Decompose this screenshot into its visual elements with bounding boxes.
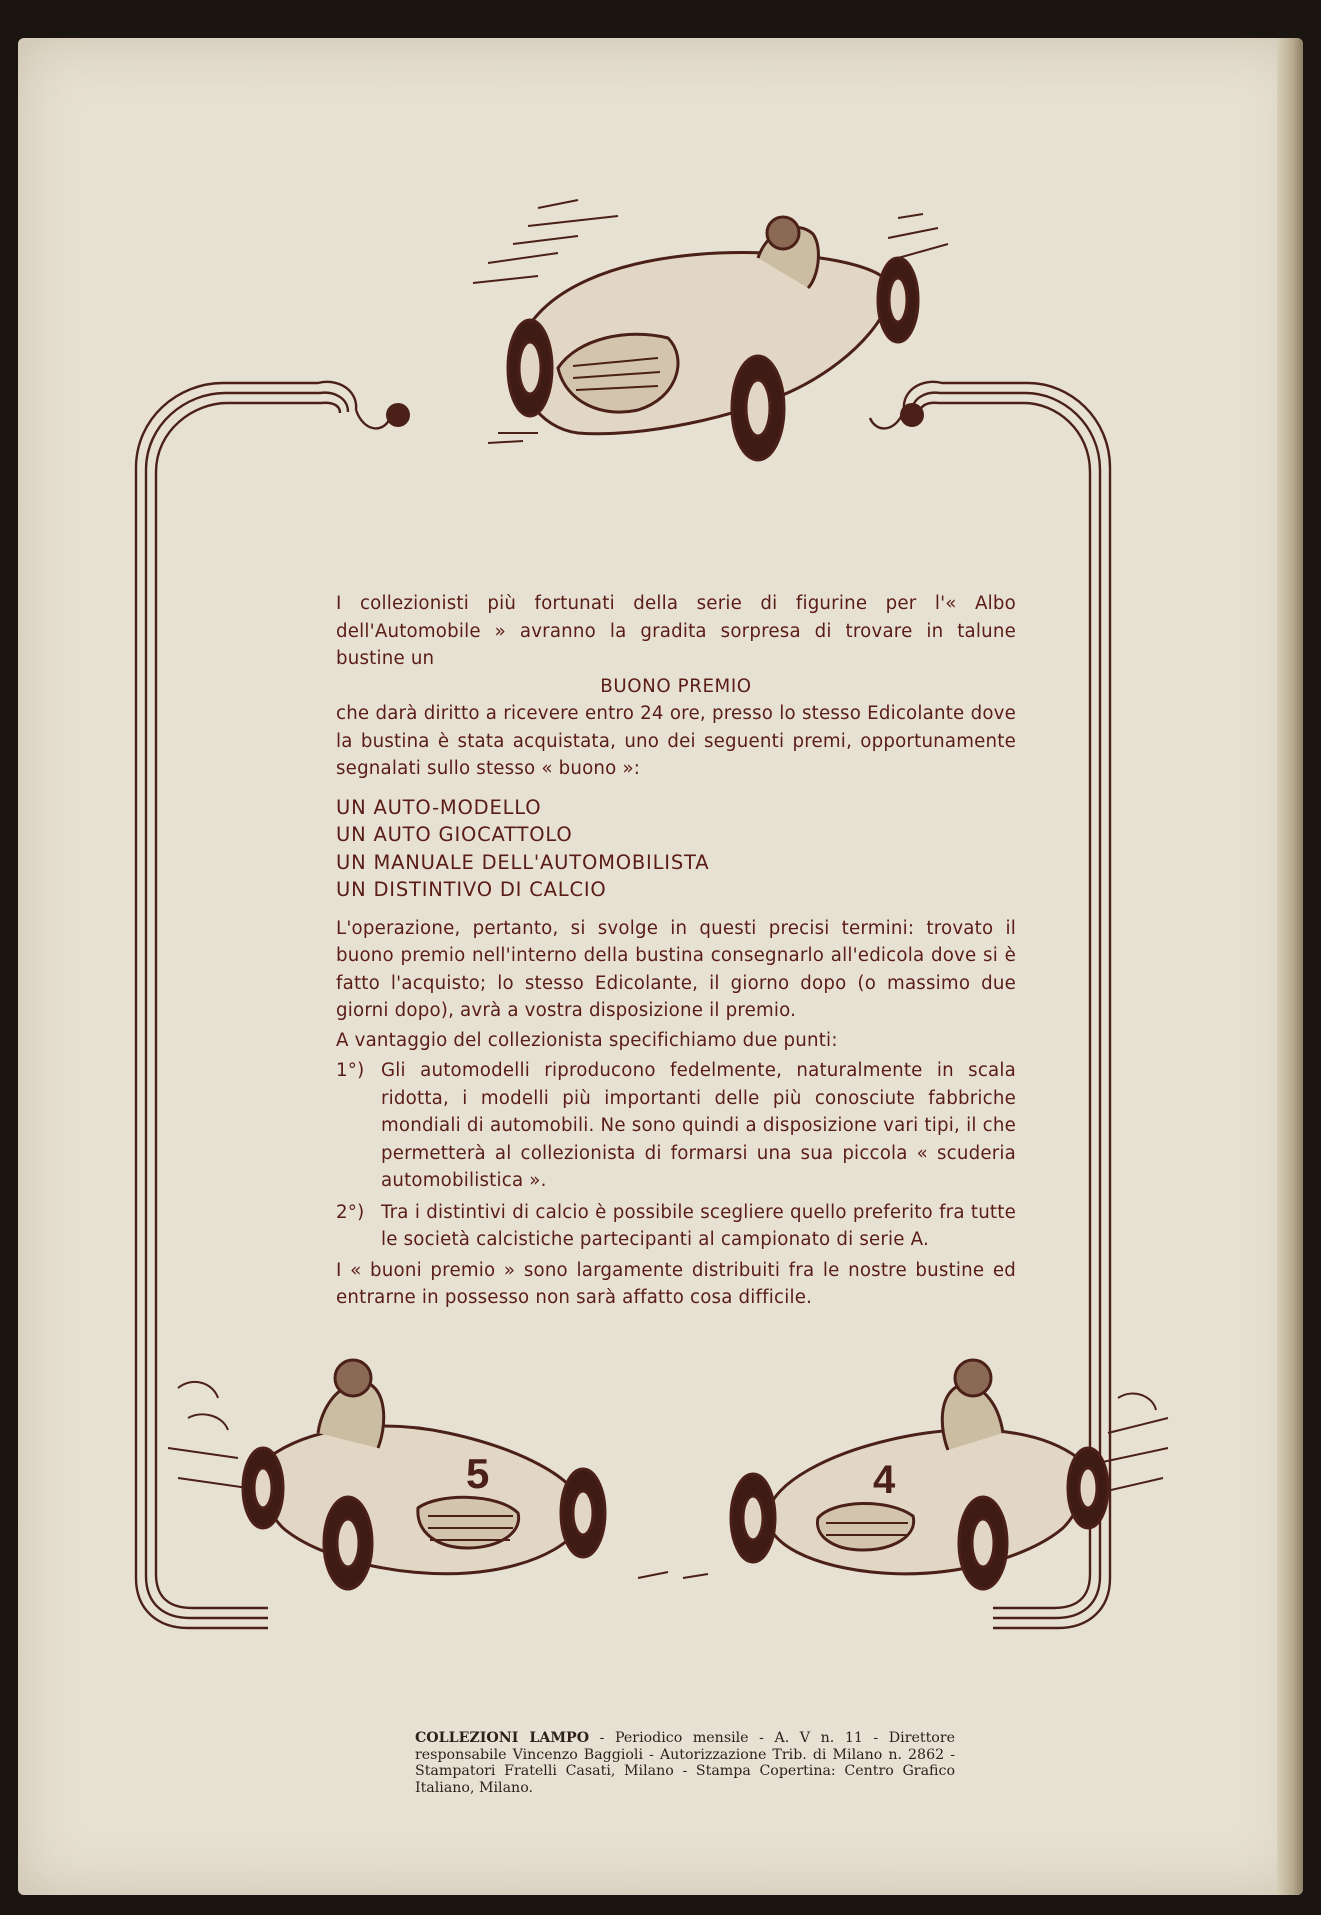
point-text: Gli automodelli riproducono fedelmente, naturalmente in scala ridotta, i modelli più importanti delle più conosciute fabbriche mondiali di automobili. Ne sono quindi a disposizione vari tipi, il che permetterà al collezionista di formarsi una sua piccola « scuderia automobilistica ». <box>381 1060 1016 1191</box>
description-paragraph: che darà diritto a ricevere entro 24 ore, presso lo stesso Edicolante dove la bustina è stata acquistata, uno dei seguenti premi, opportunamente segnalati sullo stesso « buono »: <box>336 703 1016 779</box>
publication-name: COLLEZIONI LAMPO <box>415 1730 590 1746</box>
race-car-right-icon <box>683 1360 1168 1589</box>
prize-heading: BUONO PREMIO <box>600 675 752 697</box>
prize-item: UN AUTO GIOCATTOLO <box>336 823 573 846</box>
car-number-left: 5 <box>466 1450 490 1497</box>
race-car-top-icon <box>473 200 948 460</box>
point-number: 1°) <box>336 1060 365 1081</box>
car-number-right: 4 <box>873 1458 896 1502</box>
point-one <box>336 1057 1016 1195</box>
frame-scroll-left-icon <box>386 403 410 427</box>
prize-item: UN AUTO-MODELLO <box>336 795 542 819</box>
point-text: Tra i distintivi di calcio è possibile scegliere quello preferito fra tutte le società calcistiche partecipanti al campionato di serie A. <box>381 1201 1016 1250</box>
prize-item: UN DISTINTIVO DI CALCIO <box>336 878 607 901</box>
prize-announcement <box>336 590 1016 1312</box>
prize-item: UN MANUALE DELL'AUTOMOBILISTA <box>336 850 710 874</box>
point-two <box>336 1199 1016 1254</box>
operation-paragraph: L'operazione, pertanto, si svolge in questi precisi termini: trovato il buono premio nell'interno della bustina consegnarlo all'edicola dove si è fatto l'acquisto; lo stesso Edicolante, il giorno dopo (o massimo due giorni dopo), avrà a vostra disposizione il premio. <box>336 917 1016 1021</box>
intro-paragraph: I collezionisti più fortunati della serie di figurine per l'« Albo dell'Automobile » avranno la gradita sorpresa di trovare in talune bustine un <box>336 593 1016 669</box>
colophon <box>415 1730 955 1796</box>
magazine-page <box>18 38 1303 1895</box>
publication-details: - Periodico mensile - A. V n. 11 - Direttore responsabile Vincenzo Baggioli - Autorizzazione Trib. di Milano n. 2862 - Stampatori Fratelli Casati, Milano - Stampa Copertina: Centro Grafico Italiano, Milano. <box>415 1730 955 1796</box>
point-number: 2°) <box>336 1201 365 1223</box>
closing-paragraph: I « buoni premio » sono largamente distribuiti fra le nostre bustine ed entrarne in possesso non sarà affatto cosa difficile. <box>336 1259 1016 1308</box>
race-car-left-icon <box>168 1360 668 1589</box>
advantage-intro: A vantaggio del collezionista specifichiamo due punti: <box>336 1029 838 1051</box>
frame-scroll-right-icon <box>900 403 924 427</box>
